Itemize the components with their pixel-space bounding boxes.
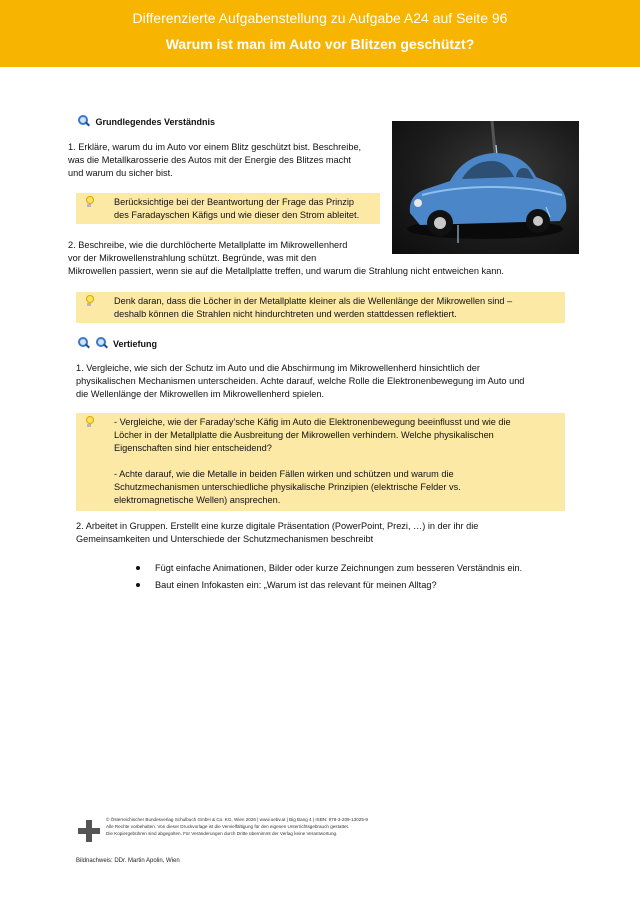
list-item — [133, 560, 522, 577]
hint-box-3 — [76, 413, 565, 511]
text-line: des Faradayschen Käfigs und wie dieser den Strom ableitet. — [114, 210, 360, 220]
task-2-1 — [76, 362, 524, 401]
magnifier-icon — [78, 115, 89, 126]
header-subtitle: Differenzierte Aufgabenstellung zu Aufgabe A24 auf Seite 96 — [132, 10, 508, 26]
text-line: Eigenschaften sind hier entscheidend? — [114, 443, 272, 453]
task-1-2 — [68, 239, 504, 278]
text-line: Berücksichtige bei der Beantwortung der Frage das Prinzip — [114, 197, 355, 207]
hint-box-1 — [76, 193, 380, 224]
text-line: 1. Erkläre, warum du im Auto vor einem Blitz geschützt bist. Beschreibe, — [68, 142, 362, 152]
section-heading-grundlegend — [78, 115, 215, 127]
header-title: Warum ist man im Auto vor Blitzen geschützt? — [165, 36, 475, 52]
text-line: Löcher in der Metallplatte die Ausbreitung der Mikrowellen verhindern. Welche physikalischen — [114, 430, 494, 440]
car-lightning-photo — [392, 121, 579, 254]
bullet-dot — [136, 583, 140, 587]
hint-box-2 — [76, 292, 565, 323]
text-line: deshalb können die Strahlen nicht hindurchtreten und werden stattdessen reflektiert. — [114, 309, 457, 319]
lightbulb-icon — [84, 295, 94, 307]
magnifier-icon — [78, 337, 89, 348]
text-line: 2. Beschreibe, wie die durchlöcherte Metallplatte im Mikrowellenherd — [68, 240, 348, 250]
list-item — [133, 577, 522, 594]
text-line: - Vergleiche, wie der Faraday’sche Käfig im Auto die Elektronenbewegung beeinflusst und wie die — [114, 417, 511, 427]
bullet-dot — [136, 566, 140, 570]
publisher-logo — [76, 818, 102, 844]
rights-line: Alle Rechte vorbehalten. Von dieser Druckvorlage ist die Vervielfältigung für den eigenen Unterrichtsgebrauch gestattet. — [106, 824, 350, 829]
text-line: was die Metallkarosserie des Autos mit der Energie des Blitzes macht — [68, 155, 351, 165]
text-line: vor der Mikrowellenstrahlung schützt. Begründe, was mit den — [68, 253, 317, 263]
text-line: Gemeinsamkeiten und Unterschiede der Schutzmechanismen beschreibt — [76, 534, 374, 544]
text-line: Mikrowellen passiert, wenn sie auf die Metallplatte treffen, und warum die Strahlung nicht entweichen kann. — [68, 266, 504, 276]
text-line: - Achte darauf, wie die Metalle in beiden Fällen wirken und schützen und warum die — [114, 469, 454, 479]
text-line: 2. Arbeitet in Gruppen. Erstellt eine kurze digitale Präsentation (PowerPoint, Prezi, …) in der ihr die — [76, 521, 479, 531]
bullet-list — [133, 560, 522, 594]
list-item-text: Baut einen Infokasten ein: „Warum ist das relevant für meinen Alltag? — [155, 580, 437, 590]
task-1-1 — [68, 141, 361, 180]
image-credit: Bildnachweis: DDr. Martin Apolin, Wien — [76, 858, 180, 864]
task-2-2 — [76, 520, 478, 546]
text-line: Schutzmechanismen unterschiedliche physikalische Prinzipien (elektrische Felder vs. — [114, 482, 461, 492]
copyright-line: © Österreichischer Bundesverlag Schulbuch GmbH & Co. KG, Wien 2026 | www.oebv.at | Big Bang 4 | ISBN: 978-3-209-13025-9 — [106, 817, 368, 822]
lightbulb-icon — [84, 416, 94, 428]
text-line: und warum du sicher bist. — [68, 168, 173, 178]
section-heading-vertiefung — [78, 337, 157, 349]
section-heading-text: Vertiefung — [113, 339, 158, 349]
lightbulb-icon — [84, 196, 94, 208]
text-line: die Wellenlänge der Mikrowellen im Mikrowellenherd spielen. — [76, 389, 325, 399]
list-item-text: Fügt einfache Animationen, Bilder oder kurze Zeichnungen zum besseren Verständnis ein. — [155, 563, 523, 573]
text-line: physikalischen Mechanismen unterscheiden. Achte darauf, welche Rolle die Elektronenbewegung im Auto und — [76, 376, 525, 386]
text-line: 1. Vergleiche, wie sich der Schutz im Auto und die Abschirmung im Mikrowellenherd hinsichtlich der — [76, 363, 480, 373]
fees-line: Die Kopiergebühren sind abgegolten. Für Veränderungen durch Dritte übernimmt der Verlag keine Verantwortung. — [106, 831, 338, 836]
text-line: elektromagnetische Wellen) ansprechen. — [114, 495, 281, 505]
magnifier-icon — [96, 337, 107, 348]
section-heading-text: Grundlegendes Verständnis — [95, 117, 216, 127]
page-header — [0, 0, 640, 67]
text-line: Denk daran, dass die Löcher in der Metallplatte kleiner als die Wellenlänge der Mikrowellen sind – — [114, 296, 513, 306]
